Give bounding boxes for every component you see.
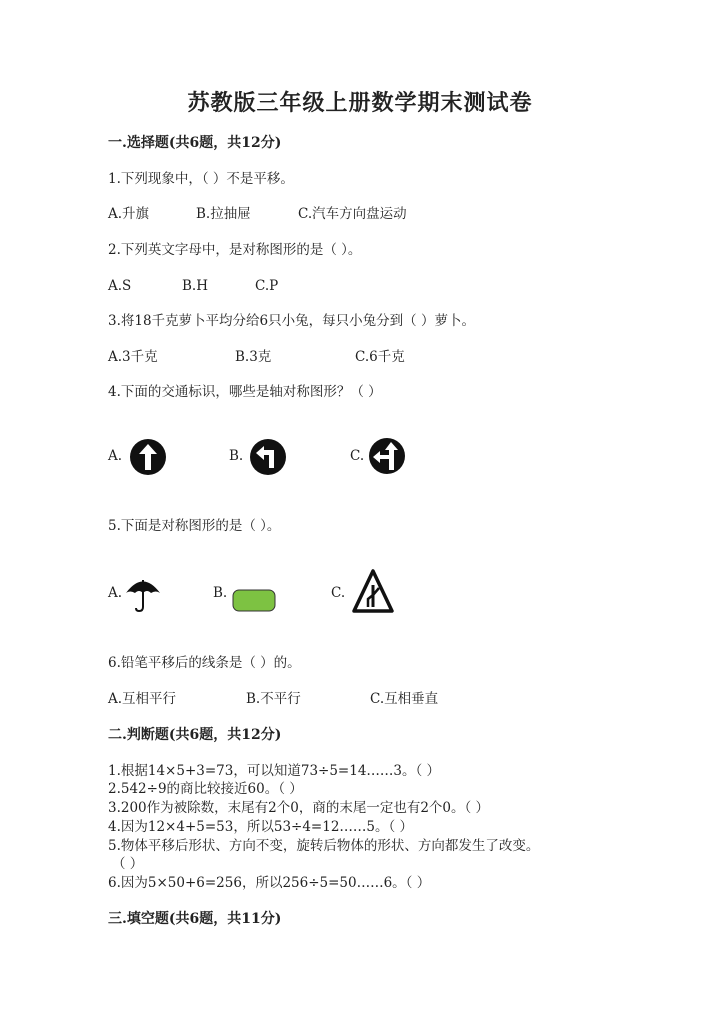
question-5: 5.下面是对称图形的是（ ）。 xyxy=(108,518,281,534)
straight-arrow-sign-icon xyxy=(128,438,168,476)
judgement-item-3: 3.200作为被除数，末尾有2个0，商的末尾一定也有2个0。（ ） xyxy=(108,800,490,816)
straight-or-left-sign-icon xyxy=(367,437,407,475)
warning-triangle-sign-icon xyxy=(351,568,395,614)
q1-option-b: B.拉抽屉 xyxy=(196,206,251,222)
question-2: 2.下列英文字母中，是对称图形的是（ ）。 xyxy=(108,242,362,258)
q3-option-a: A.3千克 xyxy=(108,349,158,365)
q2-option-b: B.H xyxy=(182,278,208,294)
judgement-item-5-bracket: （ ） xyxy=(112,856,144,872)
q6-option-b: B.不平行 xyxy=(246,691,301,707)
question-3: 3.将18千克萝卜平均分给6只小兔，每只小兔分到（ ）萝卜。 xyxy=(108,313,475,329)
q2-option-c: C.P xyxy=(255,278,279,294)
q5-option-a: A. xyxy=(108,585,123,601)
q4-option-a: A. xyxy=(108,448,123,464)
question-4: 4.下面的交通标识，哪些是轴对称图形？（ ） xyxy=(108,384,382,400)
umbrella-icon xyxy=(123,574,163,614)
green-rounded-rectangle-icon xyxy=(232,589,277,613)
q6-option-c: C.互相垂直 xyxy=(370,691,439,707)
page-title: 苏教版三年级上册数学期末测试卷 xyxy=(187,90,533,116)
q5-option-b: B. xyxy=(213,585,228,601)
section-heading-judgement: 二.判断题(共6题，共12分) xyxy=(108,727,282,743)
q4-option-b: B. xyxy=(229,448,244,464)
q1-option-c: C.汽车方向盘运动 xyxy=(298,206,407,222)
judgement-item-4: 4.因为12×4+5=53，所以53÷4=12……5。（ ） xyxy=(108,819,414,835)
judgement-item-6: 6.因为5×50+6=256，所以256÷5=50……6。（ ） xyxy=(108,875,431,891)
q1-option-a: A.升旗 xyxy=(108,206,150,222)
q2-option-a: A.S xyxy=(108,278,132,294)
q3-option-b: B.3克 xyxy=(235,349,272,365)
question-1: 1.下列现象中，（ ）不是平移。 xyxy=(108,171,294,187)
section-heading-choice: 一.选择题(共6题，共12分) xyxy=(108,135,282,151)
judgement-item-2: 2.542÷9的商比较接近60。（ ） xyxy=(108,781,303,797)
turn-left-sign-icon xyxy=(248,438,288,476)
question-6: 6.铅笔平移后的线条是（ ）的。 xyxy=(108,655,301,671)
judgement-item-1: 1.根据14×5+3=73，可以知道73÷5=14……3。（ ） xyxy=(108,763,441,779)
q3-option-c: C.6千克 xyxy=(355,349,405,365)
section-heading-fill-in: 三.填空题(共6题，共11分) xyxy=(108,911,282,927)
q4-option-c: C. xyxy=(350,448,365,464)
q6-option-a: A.互相平行 xyxy=(108,691,177,707)
judgement-item-5: 5.物体平移后形状、方向不变，旋转后物体的形状、方向都发生了改变。 xyxy=(108,838,540,854)
q5-option-c: C. xyxy=(331,585,346,601)
